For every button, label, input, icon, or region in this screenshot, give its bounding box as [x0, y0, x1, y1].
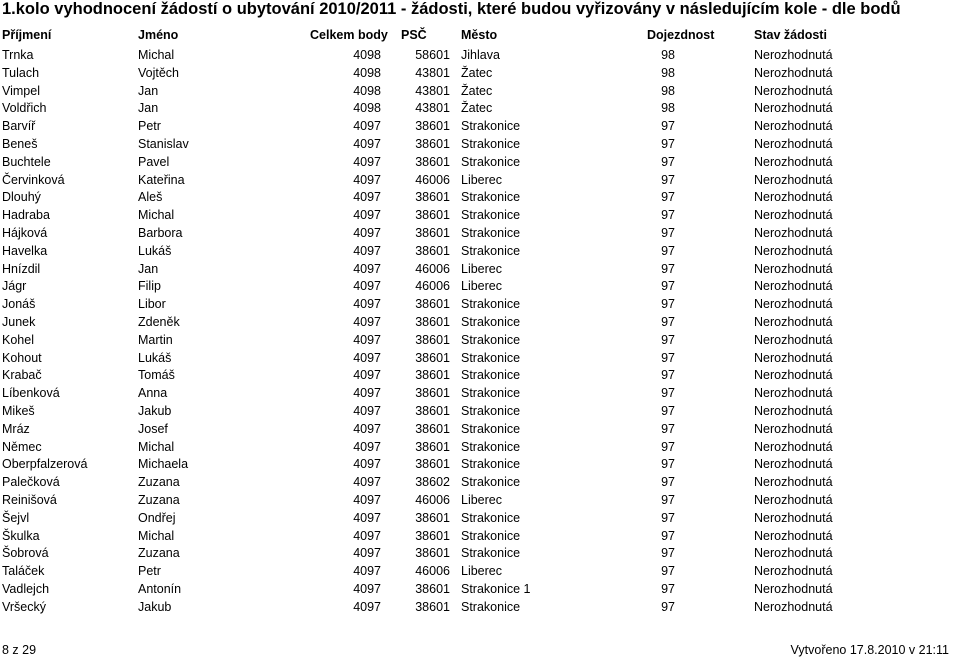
cell-mesto: Strakonice [461, 225, 521, 240]
cell-celkem-body: 4097 [353, 368, 381, 383]
cell-prijmeni: Beneš [2, 136, 38, 151]
cell-jmeno: Pavel [138, 154, 170, 169]
cell-mesto: Strakonice [461, 350, 521, 365]
cell-psc: 38601 [415, 314, 450, 329]
cell-stav-zadosti: Nerozhodnutá [754, 421, 833, 436]
cell-psc: 38601 [415, 403, 450, 418]
cell-jmeno: Petr [138, 119, 161, 134]
page-number: 8 z 29 [2, 643, 37, 657]
cell-prijmeni: Vršecký [2, 599, 46, 614]
cell-mesto: Strakonice [461, 546, 521, 561]
cell-psc: 38601 [415, 119, 450, 134]
cell-psc: 46006 [415, 279, 450, 294]
table-row [0, 117, 960, 135]
cell-prijmeni: Šejvl [2, 510, 30, 525]
cell-prijmeni: Barvíř [2, 119, 36, 134]
cell-prijmeni: Palečková [2, 475, 60, 490]
cell-mesto: Strakonice [461, 136, 521, 151]
cell-prijmeni: Hadraba [2, 208, 50, 223]
cell-jmeno: Jan [138, 261, 159, 276]
cell-prijmeni: Mráz [2, 421, 30, 436]
cell-dojezdnost: 97 [661, 279, 675, 294]
table-row [0, 99, 960, 117]
table-row [0, 188, 960, 206]
table-row [0, 82, 960, 100]
cell-stav-zadosti: Nerozhodnutá [754, 48, 833, 62]
cell-celkem-body: 4097 [353, 243, 381, 258]
header-dojezdnost: Dojezdnost [647, 28, 715, 42]
cell-mesto: Strakonice [461, 510, 521, 525]
cell-dojezdnost: 97 [661, 386, 675, 401]
cell-prijmeni: Dlouhý [2, 190, 41, 205]
cell-dojezdnost: 97 [661, 136, 675, 151]
cell-celkem-body: 4097 [353, 581, 381, 596]
cell-prijmeni: Oberpfalzerová [2, 457, 88, 472]
cell-celkem-body: 4097 [353, 297, 381, 312]
cell-psc: 38602 [415, 475, 450, 490]
cell-celkem-body: 4097 [353, 546, 381, 561]
cell-stav-zadosti: Nerozhodnutá [754, 546, 833, 561]
cell-psc: 43801 [415, 65, 450, 80]
cell-psc: 38601 [415, 154, 450, 169]
cell-mesto: Liberec [461, 261, 502, 276]
cell-jmeno: Zuzana [138, 475, 180, 490]
cell-jmeno: Michal [138, 48, 175, 62]
cell-stav-zadosti: Nerozhodnutá [754, 332, 833, 347]
cell-jmeno: Jan [138, 83, 159, 98]
table-row [0, 313, 960, 331]
cell-mesto: Strakonice 1 [461, 581, 531, 596]
header-celkem-body: Celkem body [310, 28, 388, 42]
cell-jmeno: Anna [138, 386, 168, 401]
cell-psc: 38601 [415, 225, 450, 240]
table-row [0, 64, 960, 82]
cell-psc: 38601 [415, 243, 450, 258]
cell-psc: 38601 [415, 581, 450, 596]
table-header [0, 28, 960, 46]
header-jmeno: Jméno [138, 28, 179, 42]
cell-mesto: Liberec [461, 564, 502, 579]
table-row [0, 349, 960, 367]
cell-mesto: Strakonice [461, 439, 521, 454]
cell-prijmeni: Krabač [2, 368, 42, 383]
cell-celkem-body: 4097 [353, 492, 381, 507]
cell-stav-zadosti: Nerozhodnutá [754, 243, 833, 258]
table-row [0, 598, 960, 616]
cell-jmeno: Tomáš [138, 368, 175, 383]
cell-prijmeni: Líbenková [2, 386, 60, 401]
table-row [0, 580, 960, 598]
cell-celkem-body: 4097 [353, 439, 381, 454]
cell-celkem-body: 4097 [353, 332, 381, 347]
cell-celkem-body: 4097 [353, 208, 381, 223]
cell-dojezdnost: 97 [661, 225, 675, 240]
cell-stav-zadosti: Nerozhodnutá [754, 190, 833, 205]
cell-prijmeni: Hnízdil [2, 261, 41, 276]
table-row [0, 260, 960, 278]
cell-prijmeni: Němec [2, 439, 42, 454]
cell-prijmeni: Tulach [2, 65, 40, 80]
cell-prijmeni: Junek [2, 314, 36, 329]
page-footer [0, 643, 960, 659]
cell-dojezdnost: 97 [661, 350, 675, 365]
table-row [0, 153, 960, 171]
cell-prijmeni: Vimpel [2, 83, 40, 98]
cell-psc: 38601 [415, 528, 450, 543]
table-row [0, 473, 960, 491]
cell-dojezdnost: 97 [661, 564, 675, 579]
cell-stav-zadosti: Nerozhodnutá [754, 581, 833, 596]
cell-prijmeni: Taláček [2, 564, 45, 579]
cell-stav-zadosti: Nerozhodnutá [754, 439, 833, 454]
cell-stav-zadosti: Nerozhodnutá [754, 119, 833, 134]
cell-stav-zadosti: Nerozhodnutá [754, 136, 833, 151]
cell-dojezdnost: 97 [661, 243, 675, 258]
cell-jmeno: Jakub [138, 403, 172, 418]
cell-dojezdnost: 97 [661, 510, 675, 525]
cell-mesto: Strakonice [461, 243, 521, 258]
cell-mesto: Strakonice [461, 119, 521, 134]
cell-psc: 38601 [415, 332, 450, 347]
cell-jmeno: Ondřej [138, 510, 176, 525]
cell-jmeno: Lukáš [138, 243, 172, 258]
cell-dojezdnost: 98 [661, 48, 675, 62]
cell-celkem-body: 4097 [353, 564, 381, 579]
cell-mesto: Strakonice [461, 368, 521, 383]
table-row [0, 206, 960, 224]
table-row [0, 527, 960, 545]
cell-stav-zadosti: Nerozhodnutá [754, 101, 833, 116]
cell-jmeno: Petr [138, 564, 161, 579]
cell-psc: 38601 [415, 208, 450, 223]
cell-psc: 38601 [415, 510, 450, 525]
cell-prijmeni: Jágr [2, 279, 27, 294]
cell-celkem-body: 4098 [353, 48, 381, 62]
cell-dojezdnost: 97 [661, 403, 675, 418]
header-stav-zadosti: Stav žádosti [754, 28, 827, 42]
cell-stav-zadosti: Nerozhodnutá [754, 492, 833, 507]
cell-mesto: Liberec [461, 172, 502, 187]
cell-dojezdnost: 97 [661, 297, 675, 312]
cell-jmeno: Lukáš [138, 350, 172, 365]
table-row [0, 46, 960, 64]
cell-prijmeni: Vadlejch [2, 581, 50, 596]
header-prijmeni: Příjmení [2, 28, 52, 42]
cell-prijmeni: Kohout [2, 350, 42, 365]
cell-prijmeni: Kohel [2, 332, 34, 347]
cell-celkem-body: 4097 [353, 225, 381, 240]
cell-dojezdnost: 97 [661, 457, 675, 472]
table-row [0, 224, 960, 242]
cell-mesto: Strakonice [461, 599, 521, 614]
cell-stav-zadosti: Nerozhodnutá [754, 83, 833, 98]
table-row [0, 544, 960, 562]
cell-mesto: Žatec [461, 101, 493, 116]
cell-mesto: Strakonice [461, 208, 521, 223]
cell-stav-zadosti: Nerozhodnutá [754, 403, 833, 418]
cell-psc: 43801 [415, 101, 450, 116]
cell-dojezdnost: 97 [661, 439, 675, 454]
cell-stav-zadosti: Nerozhodnutá [754, 208, 833, 223]
cell-celkem-body: 4097 [353, 528, 381, 543]
cell-stav-zadosti: Nerozhodnutá [754, 386, 833, 401]
cell-prijmeni: Havelka [2, 243, 48, 258]
cell-dojezdnost: 98 [661, 101, 675, 116]
cell-celkem-body: 4098 [353, 101, 381, 116]
cell-mesto: Strakonice [461, 154, 521, 169]
cell-mesto: Strakonice [461, 386, 521, 401]
cell-prijmeni: Mikeš [2, 403, 35, 418]
table-row [0, 242, 960, 260]
cell-psc: 38601 [415, 350, 450, 365]
cell-dojezdnost: 97 [661, 528, 675, 543]
cell-mesto: Žatec [461, 83, 493, 98]
cell-stav-zadosti: Nerozhodnutá [754, 350, 833, 365]
table-row [0, 331, 960, 349]
cell-jmeno: Aleš [138, 190, 163, 205]
cell-prijmeni: Voldřich [2, 101, 47, 116]
table-row [0, 135, 960, 153]
cell-jmeno: Zuzana [138, 492, 180, 507]
cell-mesto: Strakonice [461, 314, 521, 329]
table-row [0, 295, 960, 313]
table-row [0, 171, 960, 189]
cell-dojezdnost: 98 [661, 83, 675, 98]
cell-stav-zadosti: Nerozhodnutá [754, 564, 833, 579]
cell-prijmeni: Šobrová [2, 546, 49, 561]
cell-stav-zadosti: Nerozhodnutá [754, 279, 833, 294]
cell-stav-zadosti: Nerozhodnutá [754, 172, 833, 187]
cell-psc: 38601 [415, 386, 450, 401]
table-row [0, 420, 960, 438]
cell-stav-zadosti: Nerozhodnutá [754, 599, 833, 614]
cell-celkem-body: 4097 [353, 599, 381, 614]
cell-dojezdnost: 97 [661, 368, 675, 383]
cell-celkem-body: 4097 [353, 172, 381, 187]
cell-celkem-body: 4098 [353, 83, 381, 98]
cell-dojezdnost: 97 [661, 492, 675, 507]
cell-jmeno: Michal [138, 528, 175, 543]
cell-dojezdnost: 97 [661, 119, 675, 134]
cell-mesto: Žatec [461, 65, 493, 80]
table-body [0, 46, 960, 616]
header-mesto: Město [461, 28, 498, 42]
cell-jmeno: Michal [138, 208, 175, 223]
cell-jmeno: Stanislav [138, 136, 189, 151]
cell-celkem-body: 4097 [353, 421, 381, 436]
cell-jmeno: Michaela [138, 457, 189, 472]
cell-dojezdnost: 97 [661, 314, 675, 329]
cell-psc: 46006 [415, 261, 450, 276]
cell-celkem-body: 4097 [353, 314, 381, 329]
cell-prijmeni: Trnka [2, 48, 34, 62]
cell-dojezdnost: 97 [661, 599, 675, 614]
cell-dojezdnost: 97 [661, 546, 675, 561]
table-row [0, 277, 960, 295]
cell-dojezdnost: 97 [661, 190, 675, 205]
cell-prijmeni: Buchtele [2, 154, 51, 169]
cell-jmeno: Kateřina [138, 172, 185, 187]
header-psc: PSČ [401, 28, 427, 42]
cell-celkem-body: 4097 [353, 475, 381, 490]
cell-mesto: Strakonice [461, 332, 521, 347]
cell-jmeno: Zdeněk [138, 314, 180, 329]
cell-psc: 38601 [415, 457, 450, 472]
cell-prijmeni: Jonáš [2, 297, 36, 312]
cell-stav-zadosti: Nerozhodnutá [754, 65, 833, 80]
cell-mesto: Strakonice [461, 190, 521, 205]
cell-stav-zadosti: Nerozhodnutá [754, 528, 833, 543]
cell-stav-zadosti: Nerozhodnutá [754, 475, 833, 490]
cell-jmeno: Josef [138, 421, 168, 436]
cell-stav-zadosti: Nerozhodnutá [754, 314, 833, 329]
cell-mesto: Strakonice [461, 475, 521, 490]
cell-dojezdnost: 98 [661, 65, 675, 80]
cell-mesto: Liberec [461, 492, 502, 507]
cell-dojezdnost: 97 [661, 421, 675, 436]
cell-stav-zadosti: Nerozhodnutá [754, 154, 833, 169]
cell-psc: 38601 [415, 439, 450, 454]
cell-dojezdnost: 97 [661, 261, 675, 276]
cell-dojezdnost: 97 [661, 475, 675, 490]
cell-psc: 38601 [415, 546, 450, 561]
cell-celkem-body: 4097 [353, 457, 381, 472]
cell-celkem-body: 4097 [353, 119, 381, 134]
cell-celkem-body: 4097 [353, 190, 381, 205]
cell-celkem-body: 4097 [353, 510, 381, 525]
table-row [0, 509, 960, 527]
cell-psc: 46006 [415, 564, 450, 579]
cell-psc: 38601 [415, 136, 450, 151]
table-row [0, 438, 960, 456]
cell-mesto: Strakonice [461, 528, 521, 543]
cell-stav-zadosti: Nerozhodnutá [754, 368, 833, 383]
cell-mesto: Strakonice [461, 421, 521, 436]
cell-psc: 46006 [415, 172, 450, 187]
cell-prijmeni: Červinková [2, 172, 65, 187]
cell-mesto: Strakonice [461, 297, 521, 312]
table-row [0, 384, 960, 402]
table-row [0, 366, 960, 384]
cell-psc: 43801 [415, 83, 450, 98]
table-row [0, 491, 960, 509]
cell-jmeno: Martin [138, 332, 173, 347]
cell-celkem-body: 4097 [353, 261, 381, 276]
cell-celkem-body: 4097 [353, 403, 381, 418]
document-title: 1.kolo vyhodnocení žádostí o ubytování 2010/2011 - žádosti, které budou vyřizovány v následujícím kole - dle bodů [2, 0, 901, 18]
created-timestamp: Vytvořeno 17.8.2010 v 21:11 [790, 643, 949, 657]
cell-dojezdnost: 97 [661, 332, 675, 347]
cell-psc: 38601 [415, 599, 450, 614]
cell-jmeno: Jan [138, 101, 159, 116]
cell-mesto: Liberec [461, 279, 502, 294]
cell-prijmeni: Škulka [2, 528, 40, 543]
cell-stav-zadosti: Nerozhodnutá [754, 225, 833, 240]
cell-jmeno: Vojtěch [138, 65, 180, 80]
cell-jmeno: Zuzana [138, 546, 180, 561]
cell-celkem-body: 4097 [353, 386, 381, 401]
cell-stav-zadosti: Nerozhodnutá [754, 261, 833, 276]
cell-dojezdnost: 97 [661, 208, 675, 223]
cell-psc: 58601 [415, 48, 450, 62]
cell-jmeno: Antonín [138, 581, 182, 596]
table-row [0, 402, 960, 420]
cell-psc: 38601 [415, 368, 450, 383]
cell-jmeno: Jakub [138, 599, 172, 614]
cell-stav-zadosti: Nerozhodnutá [754, 297, 833, 312]
cell-dojezdnost: 97 [661, 154, 675, 169]
cell-celkem-body: 4098 [353, 65, 381, 80]
cell-jmeno: Filip [138, 279, 161, 294]
cell-jmeno: Michal [138, 439, 175, 454]
cell-celkem-body: 4097 [353, 136, 381, 151]
cell-mesto: Strakonice [461, 457, 521, 472]
cell-mesto: Jihlava [461, 48, 500, 62]
cell-prijmeni: Reinišová [2, 492, 57, 507]
cell-celkem-body: 4097 [353, 279, 381, 294]
cell-celkem-body: 4097 [353, 350, 381, 365]
cell-mesto: Strakonice [461, 403, 521, 418]
cell-celkem-body: 4097 [353, 154, 381, 169]
cell-stav-zadosti: Nerozhodnutá [754, 457, 833, 472]
cell-stav-zadosti: Nerozhodnutá [754, 510, 833, 525]
cell-prijmeni: Hájková [2, 225, 48, 240]
cell-dojezdnost: 97 [661, 581, 675, 596]
cell-psc: 38601 [415, 421, 450, 436]
table-row [0, 562, 960, 580]
cell-jmeno: Libor [138, 297, 166, 312]
cell-psc: 38601 [415, 190, 450, 205]
cell-jmeno: Barbora [138, 225, 183, 240]
cell-psc: 38601 [415, 297, 450, 312]
cell-psc: 46006 [415, 492, 450, 507]
cell-dojezdnost: 97 [661, 172, 675, 187]
table-row [0, 455, 960, 473]
